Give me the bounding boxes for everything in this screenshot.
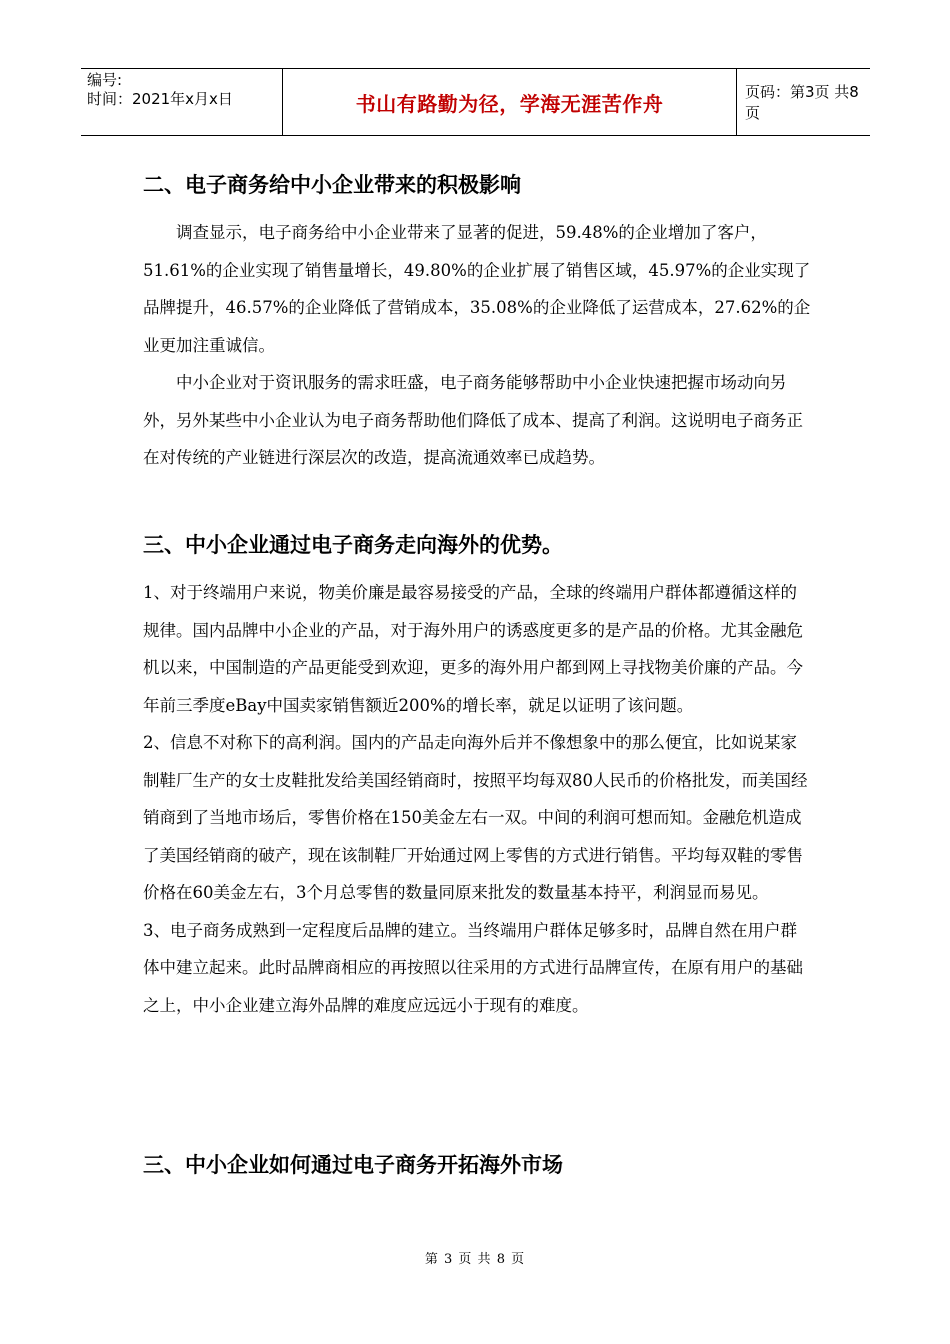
list-item: 1、对于终端用户来说，物美价廉是最容易接受的产品，全球的终端用户群体都遵循这样的规律。国内品牌中小企业的产品，对于海外用户的诱惑度更多的是产品的价格。尤其金融危机以来，中国制造的产品更能受到欢迎，更多的海外用户都到网上寻找物美价廉的产品。今年前三季度eBay中国卖家销售额近200%的增长率，就足以证明了该问题。 xyxy=(143,583,803,715)
header-page-cell xyxy=(737,69,870,135)
paragraph: 调查显示，电子商务给中小企业带来了显著的促进，59.48%的企业增加了客户，51.61%的企业实现了销售量增长，49.80%的企业扩展了销售区域，45.97%的企业实现了品牌提升，46.57%的企业降低了营销成本，35.08%的企业降低了运营成本，27.62%的企业更加注重诚信。 xyxy=(143,223,811,355)
section-2 xyxy=(143,170,813,200)
section-title: 二、电子商务给中小企业带来的积极影响 xyxy=(143,173,521,197)
header-meta-cell xyxy=(81,69,283,135)
section-4 xyxy=(143,1150,813,1180)
header-motto-cell xyxy=(283,69,737,135)
page-header xyxy=(81,68,870,136)
section-title: 三、中小企业通过电子商务走向海外的优势。 xyxy=(143,533,563,557)
list-item: 3、电子商务成熟到一定程度后品牌的建立。当终端用户群体足够多时，品牌自然在用户群体中建立起来。此时品牌商相应的再按照以往采用的方式进行品牌宣传，在原有用户的基础之上，中小企业建立海外品牌的难度应远远小于现有的难度。 xyxy=(143,920,803,1015)
section-3-body xyxy=(143,574,813,1024)
section-title: 三、中小企业如何通过电子商务开拓海外市场 xyxy=(143,1153,563,1177)
document-number-label: 编号: xyxy=(87,71,123,89)
header-motto: 书山有路勤为径，学海无涯苦作舟 xyxy=(355,91,664,116)
section-2-body xyxy=(143,214,813,477)
document-date: 时间：2021年x月x日 xyxy=(87,90,233,108)
header-page-info: 页码：第3页 共8页 xyxy=(745,83,859,122)
paragraph: 中小企业对于资讯服务的需求旺盛，电子商务能够帮助中小企业快速把握市场动向另外，另外某些中小企业认为电子商务帮助他们降低了成本、提高了利润。这说明电子商务正在对传统的产业链进行深层次的改造，提高流通效率已成趋势。 xyxy=(143,373,803,467)
page-footer: 第 3 页 共 8 页 xyxy=(424,1252,526,1267)
list-item: 2、信息不对称下的高利润。国内的产品走向海外后并不像想象中的那么便宜，比如说某家制鞋厂生产的女士皮鞋批发给美国经销商时，按照平均每双80人民币的价格批发，而美国经销商到了当地市场后，零售价格在150美金左右一双。中间的利润可想而知。金融危机造成了美国经销商的破产，现在该制鞋厂开始通过网上零售的方式进行销售。平均每双鞋的零售价格在60美金左右，3个月总零售的数量同原来批发的数量基本持平，利润显而易见。 xyxy=(143,733,808,902)
section-3 xyxy=(143,530,813,560)
